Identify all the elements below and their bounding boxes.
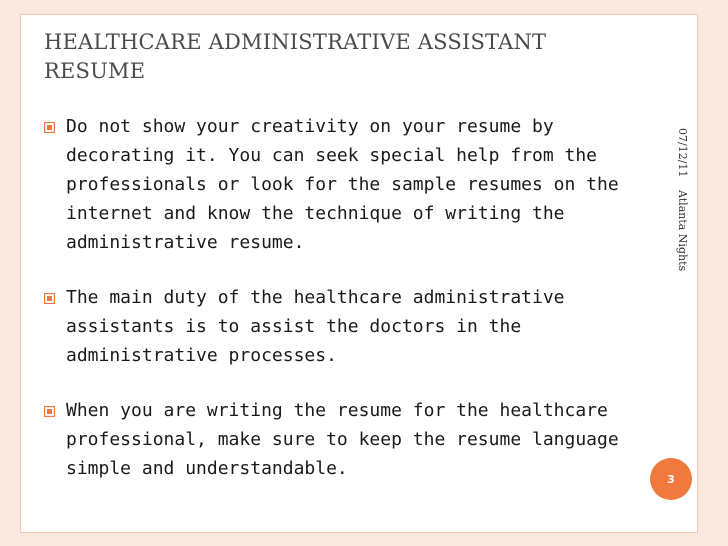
bullet-item [44, 283, 624, 370]
slide-author: Atlanta Nights [676, 190, 689, 272]
checkbox-bullet-icon [44, 122, 55, 133]
page-number-badge: 3 [650, 458, 692, 500]
slide-border-right [698, 0, 728, 546]
bullet-text: Do not show your creativity on your resume by decorating it. You can seek special help from the professionals or look for the sample resumes on the internet and know the technique of writing the administrative resume. [66, 116, 619, 253]
checkbox-bullet-icon [44, 406, 55, 417]
slide-date: 07/12/11 [676, 128, 689, 178]
slide-border-left [0, 0, 20, 546]
bullet-item [44, 112, 624, 257]
bullet-text: The main duty of the healthcare administrative assistants is to assist the doctors in the administrative processes. [66, 287, 565, 366]
bullet-list [44, 112, 624, 483]
bullet-item [44, 396, 624, 483]
checkbox-bullet-icon [44, 293, 55, 304]
bullet-text: When you are writing the resume for the healthcare professional, make sure to keep the resume language simple and understandable. [66, 400, 619, 479]
slide-border-bottom [20, 533, 698, 546]
slide-title: HEALTHCARE ADMINISTRATIVE ASSISTANT RESUME [44, 30, 547, 83]
slide-border-top [20, 0, 698, 14]
